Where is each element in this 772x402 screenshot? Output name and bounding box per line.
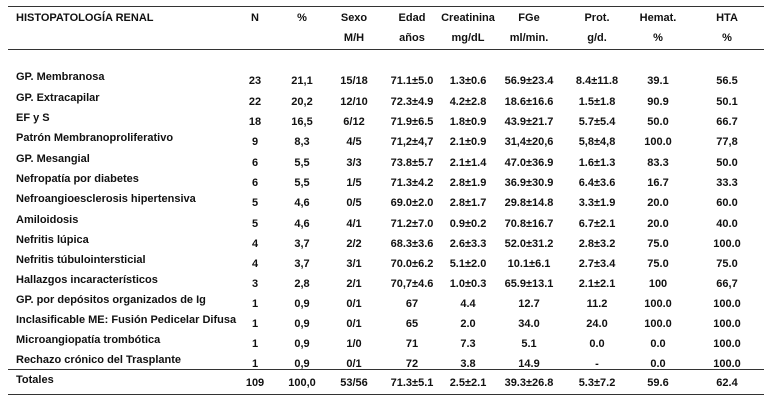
row-cell-hemat: 39.1 <box>647 75 669 87</box>
row-cell-sexo: 1/0 <box>346 338 362 350</box>
row-cell-edad: 73.8±5.7 <box>390 157 434 169</box>
row-cell-percent: 5,5 <box>294 177 310 189</box>
row-label: GP. Membranosa <box>16 71 105 83</box>
row-cell-percent: 0,9 <box>294 318 310 330</box>
totals-sexo: 53/56 <box>340 377 368 389</box>
row-cell-sexo: 1/5 <box>346 177 362 189</box>
row-cell-hemat: 0.0 <box>650 358 666 370</box>
row-cell-n: 3 <box>251 278 259 290</box>
row-cell-hta: 100.0 <box>713 298 741 310</box>
row-cell-percent: 16,5 <box>291 116 313 128</box>
row-cell-hemat: 100 <box>648 278 668 290</box>
row-cell-creatinina: 0.9±0.2 <box>449 218 487 230</box>
row-cell-prot: 24.0 <box>586 318 608 330</box>
row-cell-n: 18 <box>248 116 262 128</box>
row-cell-hta: 100.0 <box>713 338 741 350</box>
row-cell-percent: 0,9 <box>294 358 310 370</box>
row-cell-sexo: 2/1 <box>346 278 362 290</box>
header-n: N <box>251 12 259 24</box>
row-cell-percent: 20,2 <box>291 96 313 108</box>
header-fge-unit: ml/min. <box>509 32 549 44</box>
row-cell-percent: 3,7 <box>294 238 310 250</box>
row-label: Inclasificable ME: Fusión Pedicelar Difusa <box>16 314 237 326</box>
row-label: Hallazgos incaracterísticos <box>16 274 158 286</box>
row-cell-sexo: 2/2 <box>346 238 362 250</box>
row-cell-percent: 4,6 <box>294 218 310 230</box>
row-cell-sexo: 0/1 <box>346 358 362 370</box>
row-cell-n: 23 <box>248 75 262 87</box>
row-cell-creatinina: 3.8 <box>460 358 476 370</box>
row-cell-fge: 5.1 <box>521 338 537 350</box>
row-cell-prot: 5.7±5.4 <box>578 116 616 128</box>
row-cell-prot: 11.2 <box>586 298 608 310</box>
header-percent: % <box>297 12 307 24</box>
row-cell-hemat: 20.0 <box>647 197 669 209</box>
row-cell-n: 1 <box>251 338 259 350</box>
row-label: GP. Mesangial <box>16 153 90 165</box>
row-label: Patrón Membranoproliferativo <box>16 132 174 144</box>
row-cell-creatinina: 1.8±0.9 <box>449 116 487 128</box>
row-cell-sexo: 0/1 <box>346 298 362 310</box>
row-cell-edad: 70.0±6.2 <box>390 258 434 270</box>
row-cell-sexo: 6/12 <box>343 116 365 128</box>
row-cell-hemat: 0.0 <box>650 338 666 350</box>
row-cell-edad: 71.2±7.0 <box>390 218 434 230</box>
row-cell-n: 6 <box>251 157 259 169</box>
row-label: GP. Extracapilar <box>16 92 100 104</box>
row-cell-sexo: 4/5 <box>346 136 362 148</box>
row-cell-fge: 47.0±36.9 <box>504 157 554 169</box>
row-cell-fge: 70.8±16.7 <box>504 218 554 230</box>
header-hta: HTA <box>716 12 738 24</box>
row-cell-creatinina: 1.0±0.3 <box>449 278 487 290</box>
header-prot: Prot. <box>584 12 610 24</box>
row-cell-hta: 33.3 <box>716 177 738 189</box>
row-cell-edad: 71 <box>405 338 419 350</box>
row-cell-n: 9 <box>251 136 259 148</box>
row-cell-prot: 5,8±4,8 <box>578 136 616 148</box>
row-cell-sexo: 12/10 <box>340 96 368 108</box>
totals-percent: 100,0 <box>288 377 316 389</box>
row-cell-creatinina: 4.2±2.8 <box>449 96 487 108</box>
row-cell-hta: 77,8 <box>716 136 738 148</box>
row-cell-hemat: 75.0 <box>647 238 669 250</box>
row-cell-creatinina: 2.8±1.9 <box>449 177 487 189</box>
header-fge: FGe <box>518 12 540 24</box>
header-sexo-unit: M/H <box>343 32 365 44</box>
row-cell-prot: 1.5±1.8 <box>578 96 616 108</box>
row-cell-creatinina: 2.0 <box>460 318 476 330</box>
row-cell-fge: 65.9±13.1 <box>504 278 554 290</box>
row-cell-hta: 60.0 <box>716 197 738 209</box>
row-cell-edad: 72 <box>405 358 419 370</box>
row-cell-prot: 3.3±1.9 <box>578 197 616 209</box>
row-cell-sexo: 15/18 <box>340 75 368 87</box>
totals-n: 109 <box>245 377 265 389</box>
row-cell-percent: 5,5 <box>294 157 310 169</box>
row-cell-percent: 8,3 <box>294 136 310 148</box>
row-cell-sexo: 4/1 <box>346 218 362 230</box>
row-cell-fge: 56.9±23.4 <box>504 75 554 87</box>
row-cell-hemat: 100.0 <box>644 318 672 330</box>
row-cell-percent: 0,9 <box>294 298 310 310</box>
row-cell-n: 22 <box>248 96 262 108</box>
row-cell-percent: 2,8 <box>294 278 310 290</box>
row-cell-n: 1 <box>251 318 259 330</box>
row-cell-sexo: 0/1 <box>346 318 362 330</box>
row-cell-creatinina: 2.6±3.3 <box>449 238 487 250</box>
row-cell-hta: 66.7 <box>716 116 738 128</box>
header-edad-unit: años <box>399 32 425 44</box>
row-cell-sexo: 3/3 <box>346 157 362 169</box>
row-cell-fge: 52.0±31.2 <box>504 238 554 250</box>
row-cell-percent: 4,6 <box>294 197 310 209</box>
header-edad: Edad <box>398 12 426 24</box>
header-creatinina-unit: mg/dL <box>451 32 485 44</box>
row-cell-fge: 34.0 <box>518 318 540 330</box>
row-cell-n: 5 <box>251 197 259 209</box>
totals-label: Totales <box>16 374 54 386</box>
row-label: Microangiopatía trombótica <box>16 334 161 346</box>
row-cell-fge: 14.9 <box>518 358 540 370</box>
totals-edad: 71.3±5.1 <box>390 377 434 389</box>
row-cell-percent: 3,7 <box>294 258 310 270</box>
row-cell-hemat: 50.0 <box>647 116 669 128</box>
totals-prot: 5.3±7.2 <box>578 377 616 389</box>
row-cell-creatinina: 5.1±2.0 <box>449 258 487 270</box>
row-cell-edad: 65 <box>405 318 419 330</box>
row-cell-hta: 100.0 <box>713 358 741 370</box>
row-cell-hta: 56.5 <box>716 75 738 87</box>
header-hemat: Hemat. <box>639 12 677 24</box>
row-cell-sexo: 0/5 <box>346 197 362 209</box>
row-cell-n: 4 <box>251 238 259 250</box>
row-cell-hemat: 75.0 <box>647 258 669 270</box>
row-cell-hemat: 20.0 <box>647 218 669 230</box>
row-cell-hta: 75.0 <box>716 258 738 270</box>
row-cell-prot: 2.7±3.4 <box>578 258 616 270</box>
row-cell-hta: 66,7 <box>716 278 738 290</box>
row-label: Nefropatía por diabetes <box>16 173 139 185</box>
row-label: GP. por depósitos organizados de Ig <box>16 294 206 306</box>
row-cell-creatinina: 4.4 <box>460 298 476 310</box>
row-cell-n: 6 <box>251 177 259 189</box>
row-cell-edad: 71,2±4,7 <box>390 136 434 148</box>
header-hta-unit: % <box>722 32 732 44</box>
row-cell-n: 5 <box>251 218 259 230</box>
row-label: Nefritis lúpica <box>16 234 89 246</box>
totals-hta: 62.4 <box>716 377 738 389</box>
row-cell-prot: 1.6±1.3 <box>578 157 616 169</box>
row-cell-hta: 50.0 <box>716 157 738 169</box>
row-cell-hemat: 16.7 <box>647 177 669 189</box>
row-cell-hemat: 90.9 <box>647 96 669 108</box>
row-cell-n: 1 <box>251 298 259 310</box>
row-cell-n: 4 <box>251 258 259 270</box>
row-cell-hta: 50.1 <box>716 96 738 108</box>
row-cell-sexo: 3/1 <box>346 258 362 270</box>
row-cell-edad: 71.3±4.2 <box>390 177 434 189</box>
row-cell-fge: 18.6±16.6 <box>504 96 554 108</box>
row-cell-edad: 69.0±2.0 <box>390 197 434 209</box>
row-cell-percent: 0,9 <box>294 338 310 350</box>
bottom-rule <box>8 394 764 395</box>
header-creatinina: Creatinina <box>441 12 495 24</box>
header-hemat-unit: % <box>653 32 663 44</box>
row-cell-fge: 12.7 <box>518 298 540 310</box>
row-cell-fge: 43.9±21.7 <box>504 116 554 128</box>
row-cell-fge: 10.1±6.1 <box>507 258 551 270</box>
row-cell-edad: 70,7±4.6 <box>390 278 434 290</box>
row-cell-prot: 6.7±2.1 <box>578 218 616 230</box>
row-cell-edad: 71.9±6.5 <box>390 116 434 128</box>
totals-hemat: 59.6 <box>647 377 669 389</box>
row-cell-edad: 72.3±4.9 <box>390 96 434 108</box>
row-cell-creatinina: 1.3±0.6 <box>449 75 487 87</box>
row-label: EF y S <box>16 112 50 124</box>
row-cell-creatinina: 2.8±1.7 <box>449 197 487 209</box>
row-cell-edad: 68.3±3.6 <box>390 238 434 250</box>
row-cell-fge: 29.8±14.8 <box>504 197 554 209</box>
row-cell-edad: 71.1±5.0 <box>390 75 434 87</box>
row-cell-n: 1 <box>251 358 259 370</box>
row-cell-prot: 2.1±2.1 <box>578 278 616 290</box>
row-cell-prot: 6.4±3.6 <box>578 177 616 189</box>
row-label: Nefritis túbulointersticial <box>16 254 146 266</box>
row-cell-fge: 31,4±20,6 <box>504 136 554 148</box>
header-histopatologia: HISTOPATOLOGÍA RENAL <box>16 12 154 24</box>
row-label: Nefroangioesclerosis hipertensiva <box>16 193 196 205</box>
row-cell-creatinina: 2.1±1.4 <box>449 157 487 169</box>
row-cell-hemat: 100.0 <box>644 136 672 148</box>
row-cell-percent: 21,1 <box>291 75 313 87</box>
row-cell-prot: 2.8±3.2 <box>578 238 616 250</box>
row-cell-prot: 0.0 <box>589 338 605 350</box>
row-cell-prot: - <box>595 358 599 370</box>
row-label: Rechazo crónico del Trasplante <box>16 354 182 366</box>
row-cell-hta: 40.0 <box>716 218 738 230</box>
row-cell-creatinina: 7.3 <box>460 338 476 350</box>
row-cell-hemat: 100.0 <box>644 298 672 310</box>
row-cell-hta: 100.0 <box>713 238 741 250</box>
row-cell-prot: 8.4±11.8 <box>575 75 619 87</box>
header-prot-unit: g/d. <box>587 32 607 44</box>
row-label: Amiloidosis <box>16 214 79 226</box>
totals-fge: 39.3±26.8 <box>504 377 554 389</box>
top-rule <box>8 6 764 7</box>
row-cell-creatinina: 2.1±0.9 <box>449 136 487 148</box>
row-cell-hta: 100.0 <box>713 318 741 330</box>
row-cell-hemat: 83.3 <box>647 157 669 169</box>
totals-creatinina: 2.5±2.1 <box>449 377 487 389</box>
header-sexo: Sexo <box>340 12 368 24</box>
row-cell-edad: 67 <box>405 298 419 310</box>
header-rule <box>8 49 764 50</box>
row-cell-fge: 36.9±30.9 <box>504 177 554 189</box>
